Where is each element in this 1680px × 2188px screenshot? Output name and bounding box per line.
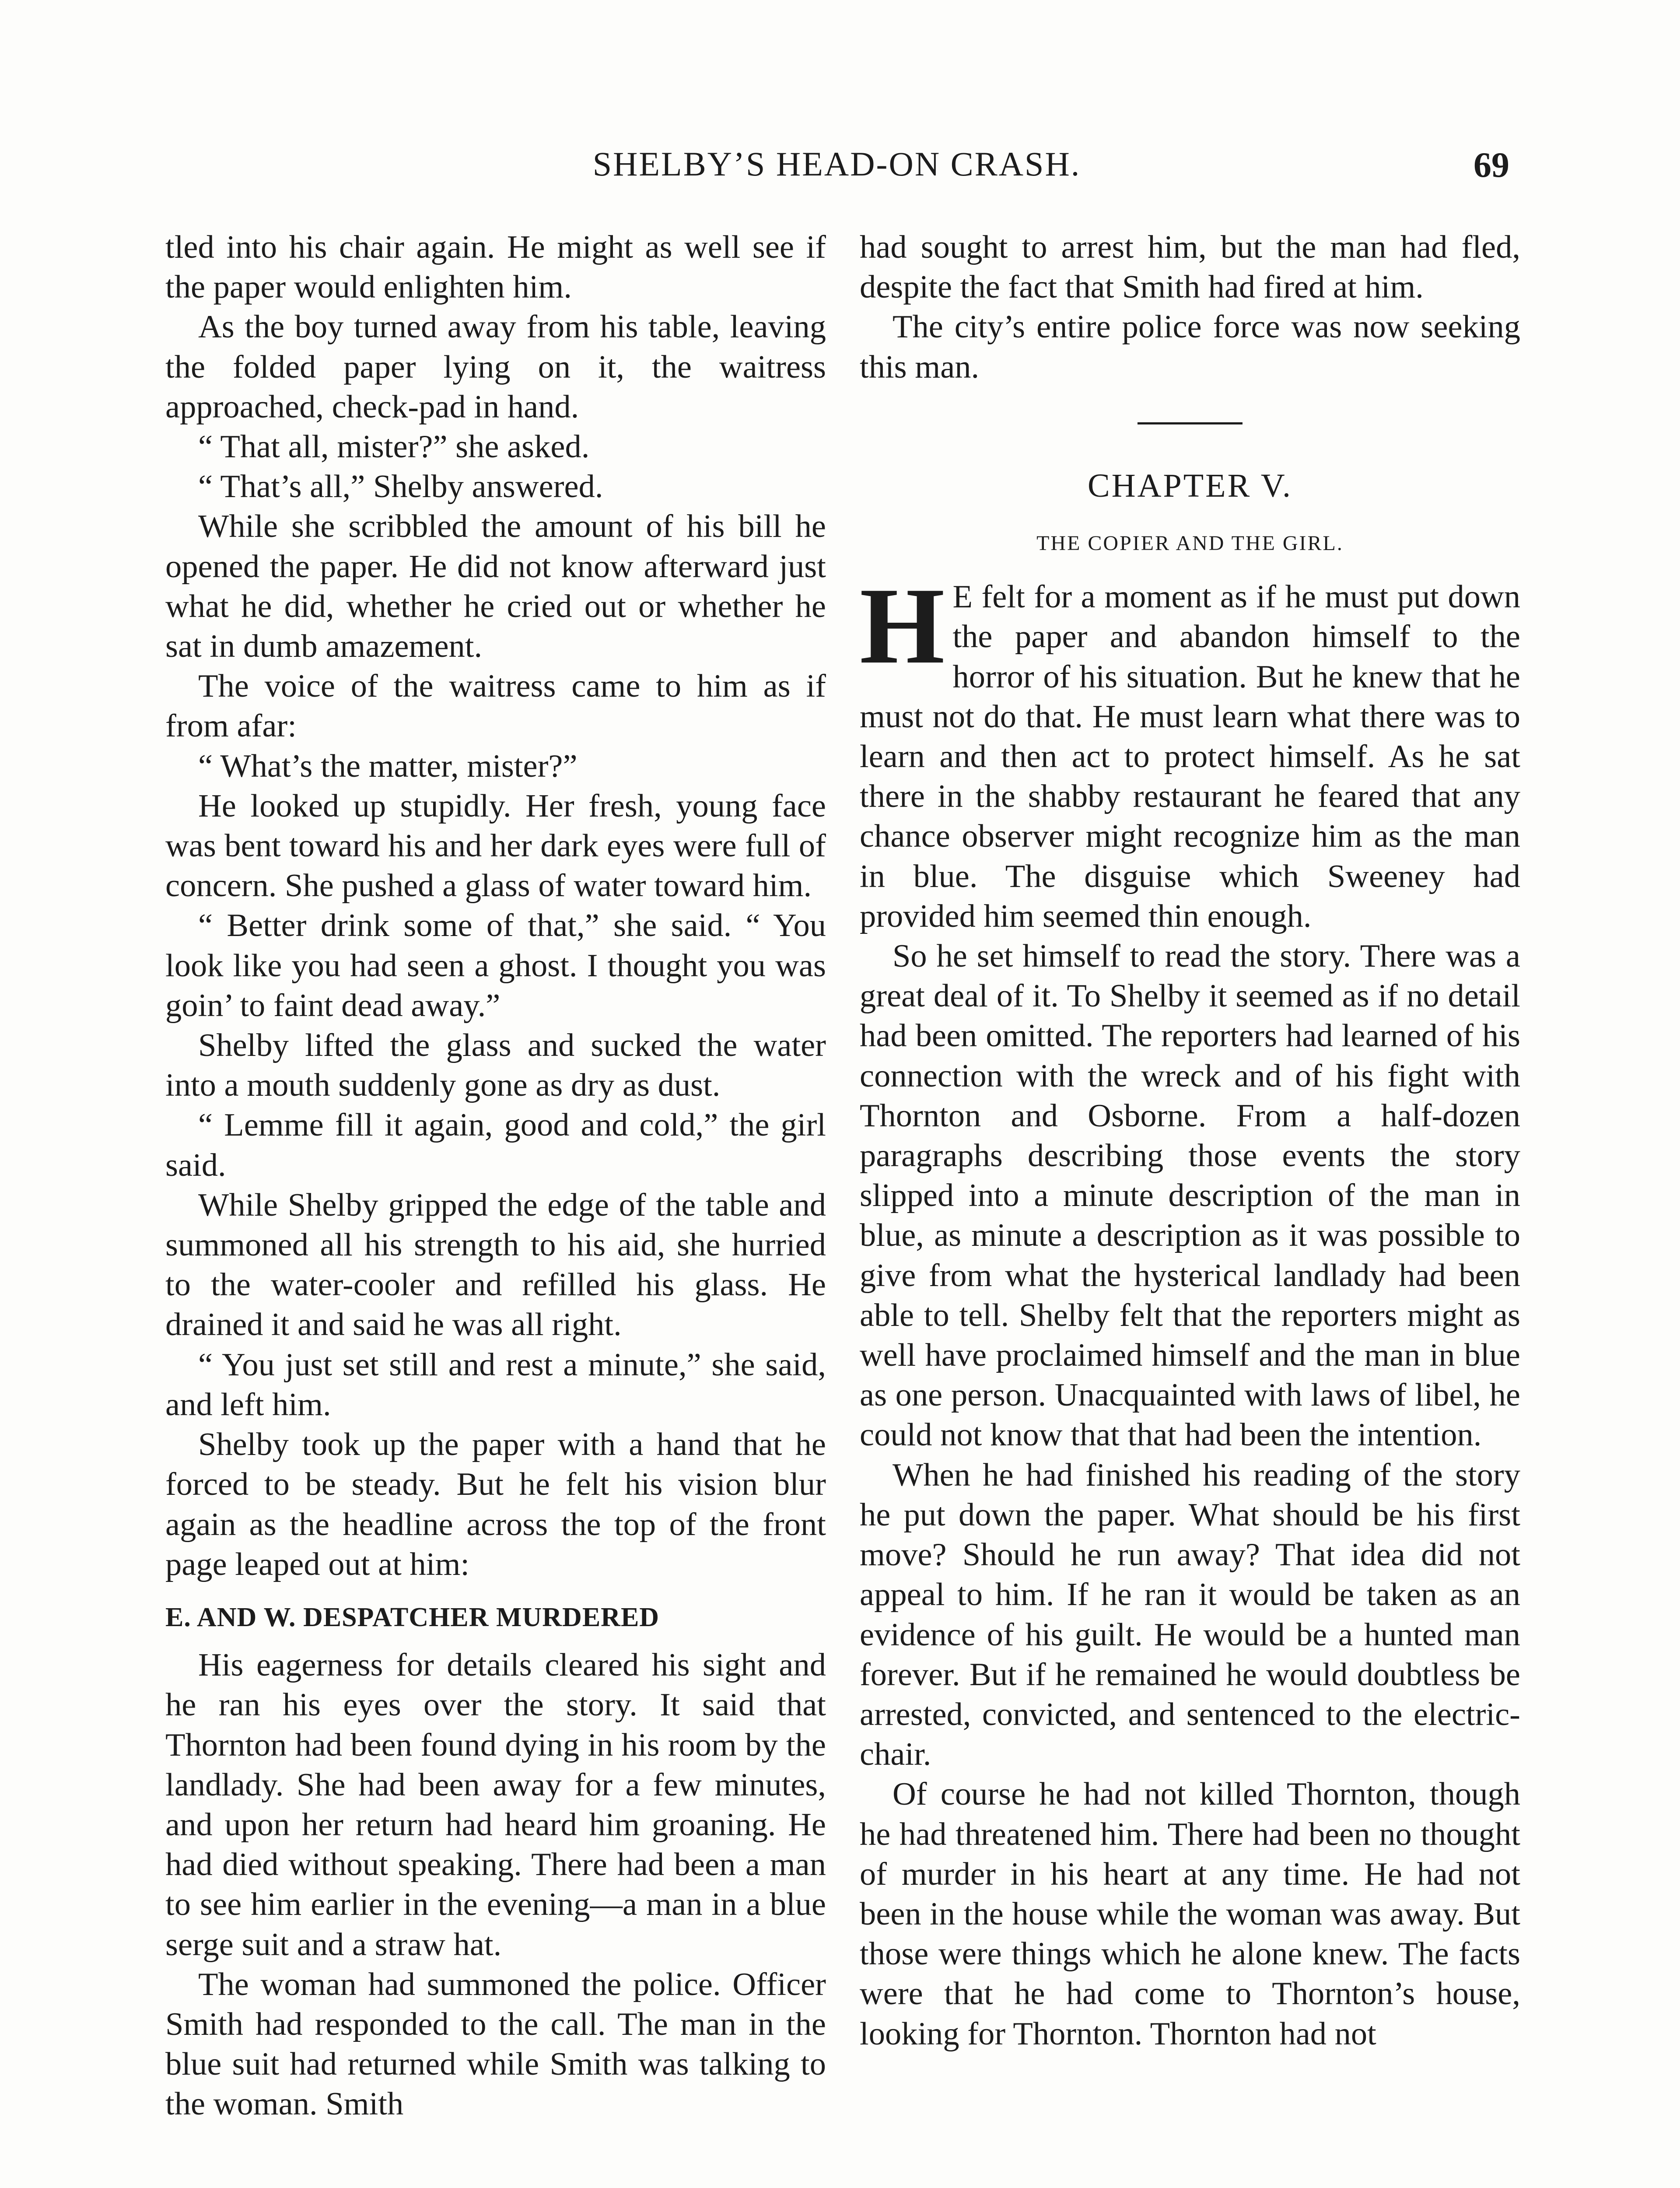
paragraph: So he set himself to read the story. There was a great deal of it. To Shelby it seemed as if no detail had been omitted. The reporters had learned of his connection with the wreck and of his fight with Thornton and Osborne. From a half-dozen paragraphs describing those events the story slipped into a minute description of the man in blue, as minute a description as it was possible to give from what the hysterical landlady had been able to tell. Shelby felt that the reporters might as well have proclaimed himself and the man in blue as one person. Unacquainted with laws of libel, he could not know that that had been the intention. bbox=[860, 938, 1520, 1453]
page-number: 69 bbox=[1474, 145, 1509, 185]
paragraph: The voice of the waitress came to him as if from afar: bbox=[165, 668, 826, 744]
paragraph: He looked up stupidly. Her fresh, young face was bent toward his and her dark eyes were full of concern. She pushed a glass of water toward him. bbox=[165, 788, 826, 904]
paragraph: “ You just set still and rest a minute,” she said, and left him. bbox=[165, 1346, 826, 1423]
running-head: SHELBY’S HEAD-ON CRASH. bbox=[592, 145, 1081, 183]
paragraph: Shelby took up the paper with a hand that he forced to be steady. But he felt his vision blur again as the headline across the top of the front page leaped out at him: bbox=[165, 1427, 826, 1582]
paragraph: When he had finished his reading of the story he put down the paper. What should be his first move? Should he run away? That idea did not appeal to him. If he ran it would be taken as an evidence of his guilt. He would be a hunted man forever. But if he remained he would doubtless be arrested, convicted, and sentenced to the electric-chair. bbox=[860, 1457, 1520, 1773]
paragraph: “ That’s all,” Shelby answered. bbox=[198, 469, 603, 505]
paragraph: While Shelby gripped the edge of the table and summoned all his strength to his aid, she hurried to the water-cooler and refilled his glass. He drained it and said he was all right. bbox=[165, 1187, 826, 1343]
paragraph: The city’s entire police force was now seeking this man. bbox=[860, 309, 1520, 385]
paragraph: Of course he had not killed Thornton, though he had threatened him. There had been no thought of murder in his heart at any time. He had not been in the house while the woman was away. But those were things which he alone knew. The facts were that he had come to Thornton’s house, looking for Thornton. Thornton had not bbox=[860, 1776, 1520, 2052]
chapter-title: CHAPTER V. bbox=[1088, 467, 1292, 504]
paragraph: As the boy turned away from his table, leaving the folded paper lying on it, the waitress approached, check-pad in hand. bbox=[165, 309, 826, 425]
paragraph: The woman had summoned the police. Officer Smith had responded to the call. The man in the blue suit had returned while Smith was talking to the woman. Smith bbox=[165, 1966, 826, 2122]
chapter-subtitle: THE COPIER AND THE GIRL. bbox=[1036, 532, 1344, 555]
paragraph: had sought to arrest him, but the man had fled, despite the fact that Smith had fired at him. bbox=[860, 229, 1520, 305]
drop-cap: H bbox=[860, 565, 945, 687]
right-column bbox=[860, 228, 1520, 2054]
paragraph: Shelby lifted the glass and sucked the water into a mouth suddenly gone as dry as dust. bbox=[165, 1027, 826, 1104]
paragraph: “ What’s the matter, mister?” bbox=[198, 748, 578, 784]
paragraph: “ Lemme fill it again, good and cold,” the girl said. bbox=[165, 1107, 826, 1183]
page-header bbox=[164, 144, 1509, 201]
newspaper-headline: E. AND W. DESPATCHER MURDERED bbox=[165, 1602, 660, 1632]
paragraph: While she scribbled the amount of his bill he opened the paper. He did not know afterward just what he did, whether he cried out or whether he sat in dumb amazement. bbox=[165, 508, 826, 665]
paragraph: “ Better drink some of that,” she said. “ You look like you had seen a ghost. I thought you was goin’ to faint dead away.” bbox=[165, 908, 826, 1024]
section-divider bbox=[1138, 422, 1242, 424]
paragraph-text: E felt for a moment as if he must put down the paper and abandon himself to the horror of his situation. But he knew that he must not do that. He must learn what there was to learn and then act to protect himself. As he sat there in the shabby restaurant he feared that any chance observer might recognize him as the man in blue. The disguise which Sweeney had provided him seemed thin enough. bbox=[860, 579, 1520, 934]
chapter-opening-paragraph bbox=[860, 565, 1520, 936]
paragraph: His eagerness for details cleared his sight and he ran his eyes over the story. It said that Thornton had been found dying in his room by the landlady. She had been away for a few minutes, and upon her return had heard him groaning. He had died without speaking. There had been a man to see him earlier in the evening—a man in a blue serge suit and a straw hat. bbox=[165, 1647, 826, 1963]
paragraph: tled into his chair again. He might as well see if the paper would enlighten him. bbox=[165, 229, 826, 305]
left-column bbox=[165, 228, 826, 2125]
paragraph: “ That all, mister?” she asked. bbox=[198, 429, 590, 465]
